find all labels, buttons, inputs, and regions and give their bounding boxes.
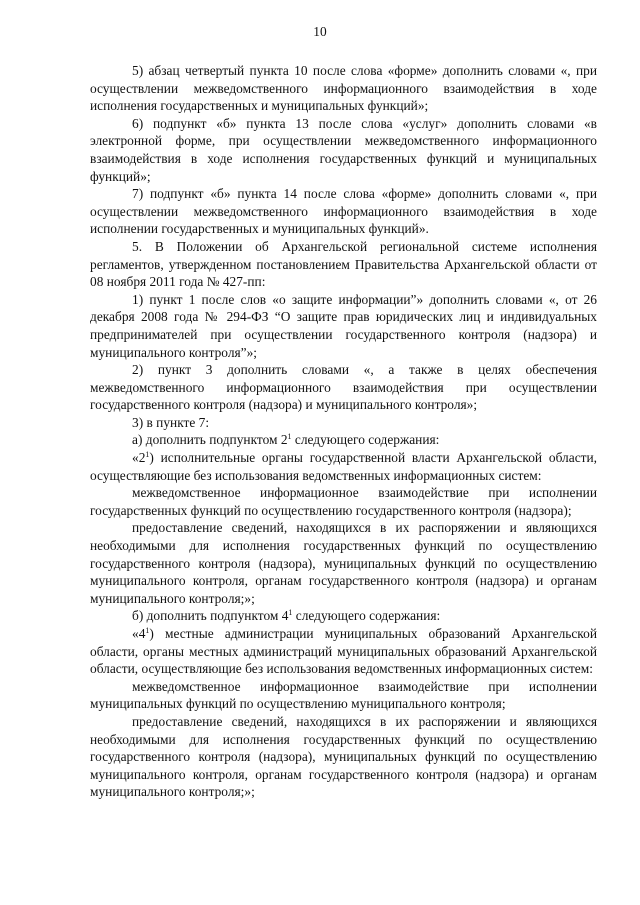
text-segment: 5) абзац четвертый пункта 10 после слова «форме» дополнить словами «, при осуществлении межведомственного информационного взаимодействия в ходе исполнения государственных и муниципальных функций»; [90,63,597,114]
paragraph [90,62,597,115]
paragraph [90,607,597,625]
text-segment: предоставление сведений, находящихся в их распоряжении и являющихся необходимыми для исполнения государственных функций по осуществлению государственного контроля (надзора), муниципальных функций по осуществлению муниципального контроля, органам государственного контроля (надзора) и органам муниципального контроля;»; [90,713,597,800]
text-segment: 7) подпункт «б» пункта 14 после слова «форме» дополнить словами «, при осуществлении межведомственного информационного взаимодействия в ходе исполнении государственных и муниципальных функций». [90,186,597,237]
page-number: 10 [313,24,327,39]
text-segment: «2 [132,450,146,466]
superscript: 1 [288,608,293,618]
text-segment: б) дополнить подпунктом 4 [132,608,289,624]
superscript: 1 [145,450,150,460]
paragraph [90,185,597,238]
paragraph [90,238,597,291]
text-segment: предоставление сведений, находящихся в их распоряжении и являющихся необходимыми для исполнения государственных функций по осуществлению государственного контроля (надзора), муниципальных функций по осуществлению муниципального контроля, органам государственного контроля (надзора) и органам муниципального контроля;»; [90,520,597,606]
paragraph [90,625,597,678]
text-segment: следующего содержания: [292,608,441,624]
text-segment: 3) в пункте 7: [132,414,210,430]
paragraph [90,678,597,713]
text-segment: ) исполнительные органы государственной власти Архангельской области, осуществляющие без использования ведомственных информационных систем: [90,450,597,483]
superscript: 1 [145,626,150,635]
paragraph [90,291,597,361]
paragraph [90,431,597,449]
paragraph [90,519,597,607]
text-segment: «4 [132,626,146,641]
paragraph [90,449,597,484]
paragraph [90,115,597,185]
text-segment: следующего содержания: [291,432,440,448]
paragraph [90,713,597,801]
text-segment: 1) пункт 1 после слов «о защите информации”» дополнить словами «, от 26 декабря 2008 года № 294-ФЗ “О защите прав юридических лиц и индивидуальных предпринимателей при осуществлении государственного контроля (надзора) и муниципального контроля”»; [90,291,597,360]
text-segment: 2) пункт 3 дополнить словами «, а также в целях обеспечения межведомственного информационного взаимодействия при осуществлении государственного контроля (надзора) и муниципального контроля»; [90,362,597,413]
text-segment: 6) подпункт «б» пункта 13 после слова «услуг» дополнить словами «в электронной форме, при осуществлении межведомственного информационного взаимодействия в ходе исполнения государственных функций и муниципальных функций»; [90,115,597,184]
text-segment: межведомственное информационное взаимодействие при исполнении государственных функций по осуществлению государственного контроля (надзора); [90,485,597,518]
text-segment: а) дополнить подпунктом 2 [132,432,288,448]
superscript: 1 [287,432,292,442]
paragraph [90,361,597,414]
document-body [90,62,597,801]
text-segment: межведомственное информационное взаимодействие при исполнении муниципальных функций по осуществлению муниципального контроля; [90,678,597,712]
text-segment: ) местные администрации муниципальных образований Архангельской области, органы местных администраций муниципальных образований Архангельской области, осуществляющие без использования ведомственных информационных систем: [90,626,597,677]
paragraph [90,414,597,432]
text-segment: 5. В Положении об Архангельской региональной системе исполнения регламентов, утвержденном постановлением Правительства Архангельской области от 08 ноября 2011 года № 427-пп: [90,238,597,290]
paragraph [90,484,597,519]
